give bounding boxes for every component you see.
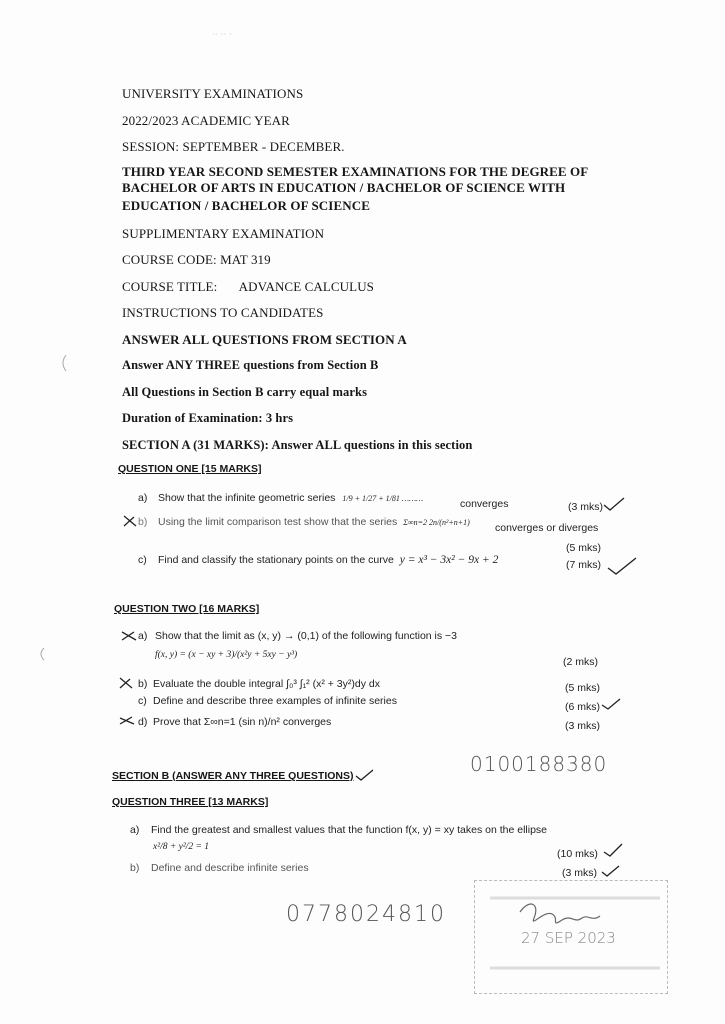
q2-c-label: c) [138, 695, 147, 707]
answer-any-line: Answer ANY THREE questions from Section B [122, 358, 379, 372]
q3-a-marks: (10 mks) [557, 848, 598, 860]
duration-line: Duration of Examination: 3 hrs [122, 411, 294, 425]
q2-c-text: Define and describe three examples of infinite series [153, 695, 397, 707]
tick-q3a [604, 844, 622, 856]
tick-q1a [604, 498, 624, 510]
department-stamp [474, 880, 668, 994]
q2-d-marks: (3 mks) [565, 720, 600, 732]
instructions-heading: INSTRUCTIONS TO CANDIDATES [122, 305, 324, 320]
equal-marks-line: All Questions in Section B carry equal marks [122, 385, 368, 399]
q1-c-label: c) [138, 554, 147, 566]
q1-a-marks: (3 mks) [568, 501, 603, 513]
cross-q2a [122, 632, 136, 640]
q1-b-question: Using the limit comparison test show that the series [158, 516, 398, 528]
q2-a-text: Show that the limit as (x, y) → (0,1) of the following function is −3 [155, 630, 458, 642]
academic-year: 2022/2023 ACADEMIC YEAR [122, 113, 290, 128]
exam-type: SUPPLIMENTARY EXAMINATION [122, 226, 325, 241]
stamp-date: 27 SEP 2023 [521, 929, 616, 947]
exam-line-2: BACHELOR OF ARTS IN EDUCATION / BACHELOR OF SCIENCE WITH [122, 180, 566, 195]
tick-section-b [356, 770, 373, 780]
q1-b-marks: (5 mks) [566, 542, 601, 554]
page-smudge: ·· ·· · [212, 30, 233, 40]
question-one-heading: QUESTION ONE [15 MARKS] [118, 463, 262, 475]
exam-line-1: THIRD YEAR SECOND SEMESTER EXAMINATIONS FOR THE DEGREE OF [122, 164, 589, 179]
tick-q1c [608, 558, 636, 574]
handwritten-number-1: 0100188380 [470, 752, 608, 776]
q2-d-label: d) [138, 716, 148, 728]
q2-a-function: f(x, y) = (x − xy + 3)/(x²y + 5xy − y³) [155, 650, 298, 660]
q1-a-text [158, 492, 423, 504]
cross-q1b [124, 516, 136, 526]
q2-b-label: b) [138, 678, 148, 690]
q1-a-series: 1/9 + 1/27 + 1/81 ……… [342, 494, 424, 503]
q1-a-label: a) [138, 492, 148, 504]
q3-b-marks: (3 mks) [562, 867, 597, 879]
q3-a-equation: x²/8 + y²/2 = 1 [153, 842, 209, 852]
q2-a-marks: (2 mks) [563, 656, 598, 668]
q2-a-label: a) [138, 630, 148, 642]
q3-a-text: Find the greatest and smallest values that the function f(x, y) = xy takes on the ellipse [151, 824, 548, 836]
q2-c-marks: (6 mks) [565, 701, 600, 713]
margin-bracket-1 [63, 355, 66, 371]
section-a-heading: SECTION A (31 MARKS): Answer ALL questions in this section [122, 438, 473, 452]
question-three-heading: QUESTION THREE [13 MARKS] [112, 796, 269, 808]
q1-b-series: Σ∞n=2 2n/(n²+n+1) [403, 518, 470, 527]
q3-b-label: b) [130, 862, 140, 874]
course-title-row [122, 279, 374, 295]
course-code: COURSE CODE: MAT 319 [122, 252, 271, 267]
q2-d-text: Prove that Σ∞n=1 (sin n)/n² converges [153, 716, 332, 728]
section-b-heading: SECTION B (ANSWER ANY THREE QUESTIONS) [112, 770, 354, 782]
q2-b-marks: (5 mks) [565, 682, 600, 694]
q1-a-question: Show that the infinite geometric series [158, 492, 336, 504]
tick-q2c [602, 699, 620, 709]
session: SESSION: SEPTEMBER - DECEMBER. [122, 139, 345, 154]
q3-b-text: Define and describe infinite series [151, 862, 309, 874]
q1-b-text [158, 516, 470, 528]
cross-q2b [120, 678, 132, 688]
q1-c-question: Find and classify the stationary points on the curve [158, 554, 394, 566]
q1-b-label: b) [138, 516, 148, 528]
q3-a-label: a) [130, 824, 140, 836]
q1-a-tail: converges [460, 498, 509, 510]
q2-b-text: Evaluate the double integral ∫₀³ ∫₁² (x² + 3y²)dy dx [153, 678, 380, 690]
answer-all-heading: ANSWER ALL QUESTIONS FROM SECTION A [122, 332, 407, 347]
q1-b-tail: converges or diverges [495, 522, 599, 534]
exam-line-3: EDUCATION / BACHELOR OF SCIENCE [122, 198, 370, 213]
course-title-label: COURSE TITLE: [122, 279, 218, 294]
course-title: ADVANCE CALCULUS [238, 279, 375, 294]
margin-bracket-2 [41, 648, 44, 660]
handwritten-number-2: 0778024810 [286, 902, 446, 927]
cross-q2d [120, 717, 134, 724]
question-two-heading: QUESTION TWO [16 MARKS] [114, 603, 260, 615]
university-title: UNIVERSITY EXAMINATIONS [122, 86, 304, 101]
q1-c-equation: y = x³ − 3x² − 9x + 2 [399, 554, 499, 566]
q1-c-marks: (7 mks) [566, 559, 601, 571]
tick-q3b [602, 866, 619, 876]
q1-c-text [158, 554, 498, 566]
